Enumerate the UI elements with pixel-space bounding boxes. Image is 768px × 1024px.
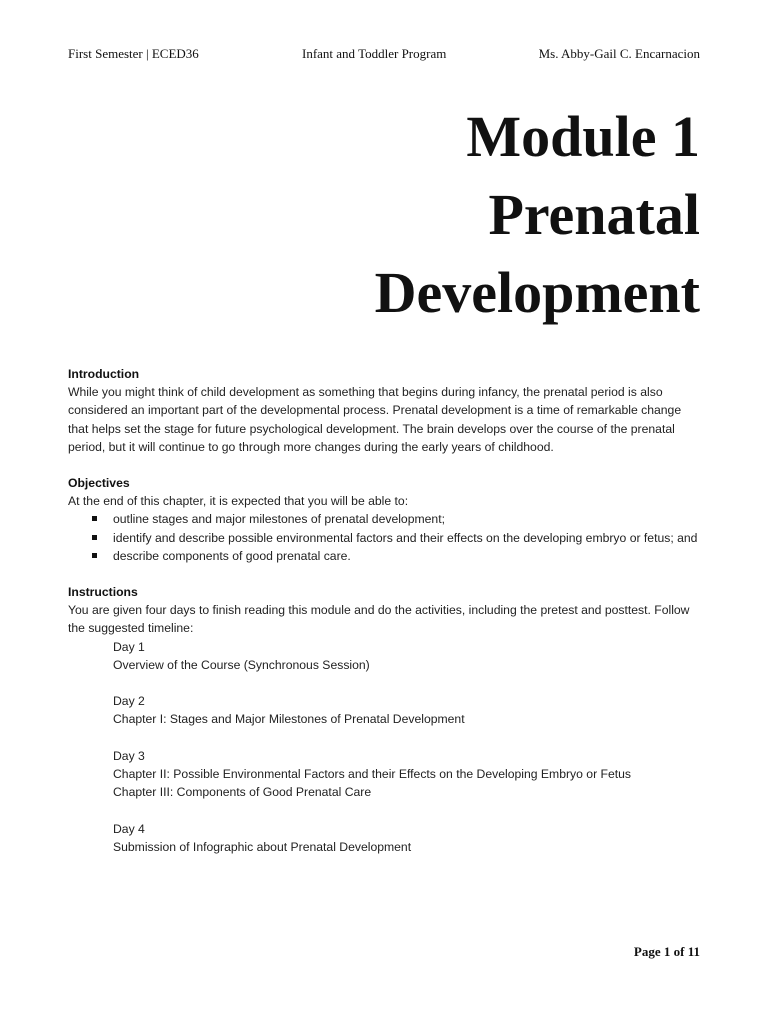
page-number: Page 1 of 11 — [633, 944, 700, 959]
timeline-day — [113, 820, 700, 856]
objectives-list — [68, 510, 700, 565]
timeline-day — [113, 638, 700, 674]
header-course: First Semester | ECED36 — [68, 46, 199, 61]
timeline-activity: Chapter III: Components of Good Prenatal Care — [113, 785, 372, 800]
timeline-activity: Overview of the Course (Synchronous Session) — [113, 657, 370, 672]
objectives-heading: Objectives — [68, 476, 130, 491]
objective-item: describe components of good prenatal care. — [92, 547, 700, 565]
document-body — [68, 365, 700, 856]
timeline-day-label: Day 2 — [113, 694, 145, 709]
objectives-lead: At the end of this chapter, it is expected that you will be able to: — [68, 494, 409, 509]
timeline-day-label: Day 3 — [113, 748, 145, 763]
introduction-heading: Introduction — [68, 367, 140, 381]
header-program: Infant and Toddler Program — [302, 46, 447, 61]
timeline-activity: Chapter II: Possible Environmental Factors and their Effects on the Developing Embryo or Fetus — [113, 767, 631, 782]
module-title-line-3: Development — [374, 260, 700, 325]
timeline-activity: Submission of Infographic about Prenatal Development — [113, 839, 412, 854]
timeline-activity: Chapter I: Stages and Major Milestones of Prenatal Development — [113, 712, 465, 727]
introduction-section — [68, 365, 700, 456]
module-title-line-1: Module 1 — [466, 104, 700, 169]
module-title-line-2: Prenatal — [488, 182, 700, 247]
instructions-section — [68, 583, 700, 856]
page-header — [68, 46, 700, 64]
timeline-day-label: Day 1 — [113, 639, 145, 654]
header-instructor: Ms. Abby-Gail C. Encarnacion — [538, 46, 700, 61]
objective-item: outline stages and major milestones of prenatal development; — [92, 510, 700, 528]
objectives-section — [68, 474, 700, 565]
introduction-text: While you might think of child development as something that begins during infancy, the prenatal period is also considered an important part of the developmental process. Prenatal development is a time of remarkable change that helps set the stage for future psychological development. The brain develops over the course of the prenatal period, but it will continue to go through more changes during the early years of childhood. — [68, 385, 682, 454]
timeline-day — [113, 692, 700, 728]
module-title — [375, 98, 700, 332]
objective-item: identify and describe possible environmental factors and their effects on the developing embryo or fetus; and — [92, 529, 700, 547]
suggested-timeline — [113, 638, 700, 856]
instructions-heading: Instructions — [68, 585, 138, 600]
timeline-day-label: Day 4 — [113, 821, 145, 836]
timeline-day — [113, 747, 700, 802]
instructions-text: You are given four days to finish reading this module and do the activities, including the pretest and posttest. Follow the suggested timeline: — [68, 603, 690, 636]
